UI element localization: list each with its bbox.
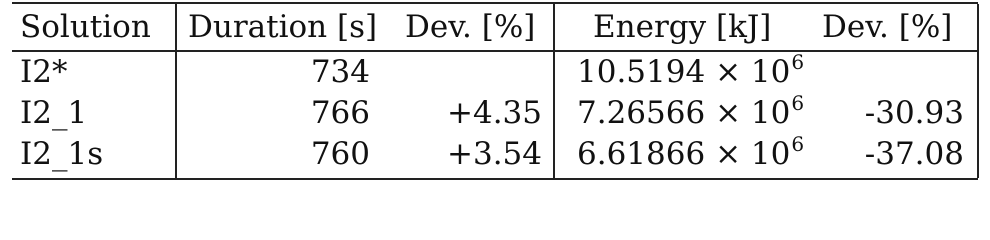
table-row bbox=[12, 133, 978, 175]
header-energy-dev: Dev. [%] bbox=[822, 9, 953, 45]
energy-times: × bbox=[715, 136, 742, 172]
table-header-row bbox=[12, 6, 978, 48]
table-bottom-rule bbox=[12, 178, 978, 180]
row-energy-dev: -37.08 bbox=[864, 136, 964, 172]
row-energy-dev bbox=[812, 51, 964, 93]
energy-base: 10 bbox=[750, 54, 791, 90]
energy-mantissa: 7.26566 bbox=[577, 95, 706, 131]
row-energy bbox=[577, 133, 817, 175]
row-solution: I2_1s bbox=[20, 136, 104, 172]
header-solution: Solution bbox=[20, 9, 151, 45]
energy-mantissa: 6.61866 bbox=[577, 136, 706, 172]
energy-mantissa: 10.5194 bbox=[577, 54, 706, 90]
row-duration: 760 bbox=[310, 136, 370, 172]
table-top-rule bbox=[12, 2, 978, 4]
row-duration: 766 bbox=[310, 95, 370, 131]
energy-times: × bbox=[715, 54, 742, 90]
row-duration-dev bbox=[382, 51, 542, 93]
energy-exponent: 6 bbox=[791, 50, 805, 74]
row-solution: I2* bbox=[20, 54, 68, 90]
header-duration: Duration [s] bbox=[188, 9, 378, 45]
row-duration-dev: +4.35 bbox=[447, 95, 542, 131]
energy-exponent: 6 bbox=[791, 91, 805, 115]
row-energy-dev: -30.93 bbox=[864, 95, 964, 131]
energy-base: 10 bbox=[750, 136, 791, 172]
energy-base: 10 bbox=[750, 95, 791, 131]
row-energy bbox=[577, 51, 817, 93]
energy-times: × bbox=[715, 95, 742, 131]
header-duration-dev: Dev. [%] bbox=[405, 9, 536, 45]
table-row bbox=[12, 92, 978, 134]
row-energy bbox=[577, 92, 817, 134]
row-solution: I2_1 bbox=[20, 95, 88, 131]
row-duration: 734 bbox=[310, 54, 370, 90]
energy-exponent: 6 bbox=[791, 132, 805, 156]
table-row bbox=[12, 51, 978, 93]
header-energy: Energy [kJ] bbox=[593, 9, 772, 45]
row-duration-dev: +3.54 bbox=[447, 136, 542, 172]
